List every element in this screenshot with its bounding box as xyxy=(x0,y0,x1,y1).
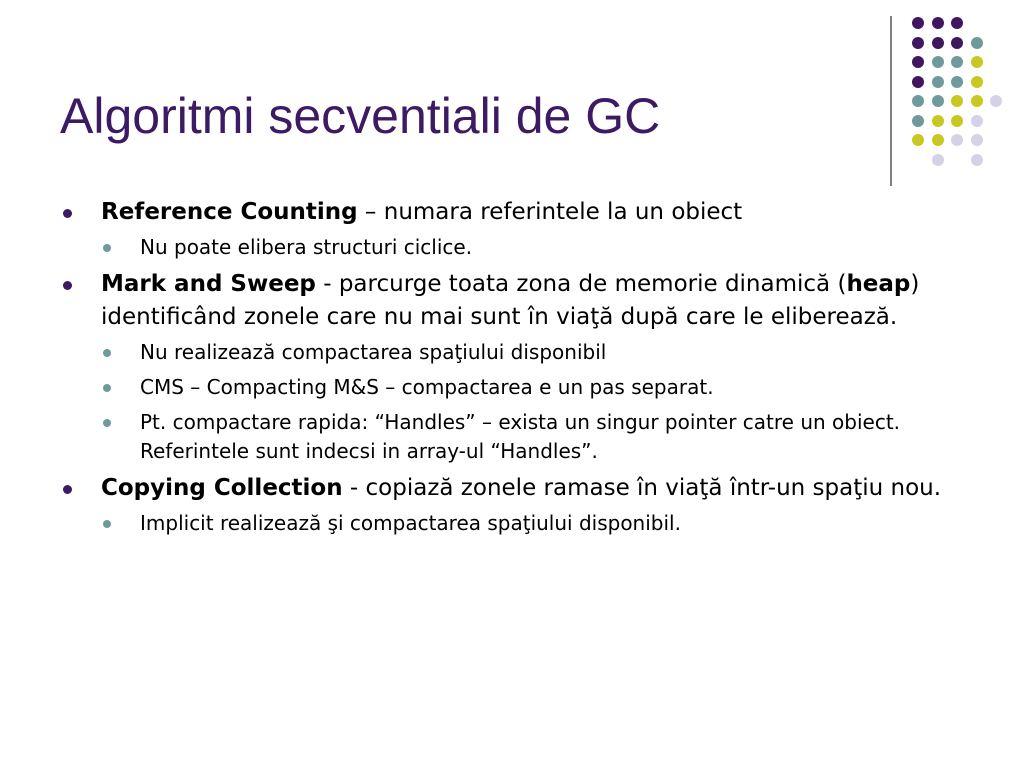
subbullet-implicit-compaction xyxy=(60,509,980,538)
subbullet-no-compaction xyxy=(60,338,980,367)
subbullet-dot-icon xyxy=(103,349,111,357)
subbullet-dot-icon xyxy=(103,244,111,252)
bullet-text: ) identificând zonele care nu mai sunt în viaţă după care le eliberează. xyxy=(101,271,920,330)
subbullet-handles xyxy=(60,408,980,466)
term-heap: heap xyxy=(846,271,911,297)
purple-dot-icon xyxy=(932,37,944,49)
slide-body xyxy=(60,196,980,544)
term-copying-collection: Copying Collection xyxy=(101,475,343,501)
purple-dot-icon xyxy=(912,37,924,49)
lavender-dot-icon xyxy=(971,154,983,166)
teal-dot-icon xyxy=(912,115,924,127)
yellow-dot-icon xyxy=(932,134,944,146)
purple-dot-icon xyxy=(912,76,924,88)
bullet-dot-icon xyxy=(63,485,72,494)
yellow-dot-icon xyxy=(971,95,983,107)
bullet-reference-counting xyxy=(60,196,980,229)
lavender-dot-icon xyxy=(932,154,944,166)
lavender-dot-icon xyxy=(990,95,1002,107)
lavender-dot-icon xyxy=(971,115,983,127)
lavender-dot-icon xyxy=(971,134,983,146)
purple-dot-icon xyxy=(951,17,963,29)
subbullet-text: Nu poate elibera structuri ciclice. xyxy=(140,235,473,259)
teal-dot-icon xyxy=(951,56,963,68)
yellow-dot-icon xyxy=(971,56,983,68)
teal-dot-icon xyxy=(951,76,963,88)
teal-dot-icon xyxy=(912,95,924,107)
purple-dot-icon xyxy=(932,17,944,29)
bullet-dot-icon xyxy=(63,281,72,290)
subbullet-text: Pt. compactare rapida: “Handles” – exista un singur pointer catre un obiect. Referintele sunt indecsi in array-ul “Handles”. xyxy=(140,410,901,463)
bullet-copying-collection xyxy=(60,472,980,505)
subbullet-cycles xyxy=(60,233,980,262)
teal-dot-icon xyxy=(971,37,983,49)
subbullet-cms xyxy=(60,373,980,402)
yellow-dot-icon xyxy=(932,115,944,127)
teal-dot-icon xyxy=(932,95,944,107)
term-reference-counting: Reference Counting xyxy=(101,199,358,225)
yellow-dot-icon xyxy=(912,134,924,146)
subbullet-dot-icon xyxy=(103,419,111,427)
subbullet-dot-icon xyxy=(103,384,111,392)
teal-dot-icon xyxy=(932,76,944,88)
term-mark-and-sweep: Mark and Sweep xyxy=(101,271,316,297)
subbullet-dot-icon xyxy=(103,520,111,528)
subbullet-text: CMS – Compacting M&S – compactarea e un pas separat. xyxy=(140,375,714,399)
yellow-dot-icon xyxy=(951,95,963,107)
purple-dot-icon xyxy=(912,56,924,68)
subbullet-text: Nu realizează compactarea spaţiului disponibil xyxy=(140,340,607,364)
teal-dot-icon xyxy=(932,56,944,68)
bullet-mark-and-sweep xyxy=(60,268,980,334)
bullet-dot-icon xyxy=(63,209,72,218)
slide-title: Algoritmi secventiali de GC xyxy=(60,88,661,144)
yellow-dot-icon xyxy=(971,76,983,88)
bullet-text: – numara referintele la un obiect xyxy=(357,199,743,225)
subbullet-text: Implicit realizează şi compactarea spaţiului disponibil. xyxy=(140,511,681,535)
bullet-text: - copiază zonele ramase în viaţă într-un spaţiu nou. xyxy=(342,475,942,501)
lavender-dot-icon xyxy=(951,134,963,146)
vertical-divider xyxy=(890,16,892,186)
purple-dot-icon xyxy=(951,37,963,49)
purple-dot-icon xyxy=(912,17,924,29)
bullet-text: - parcurge toata zona de memorie dinamică ( xyxy=(315,271,847,297)
yellow-dot-icon xyxy=(951,115,963,127)
